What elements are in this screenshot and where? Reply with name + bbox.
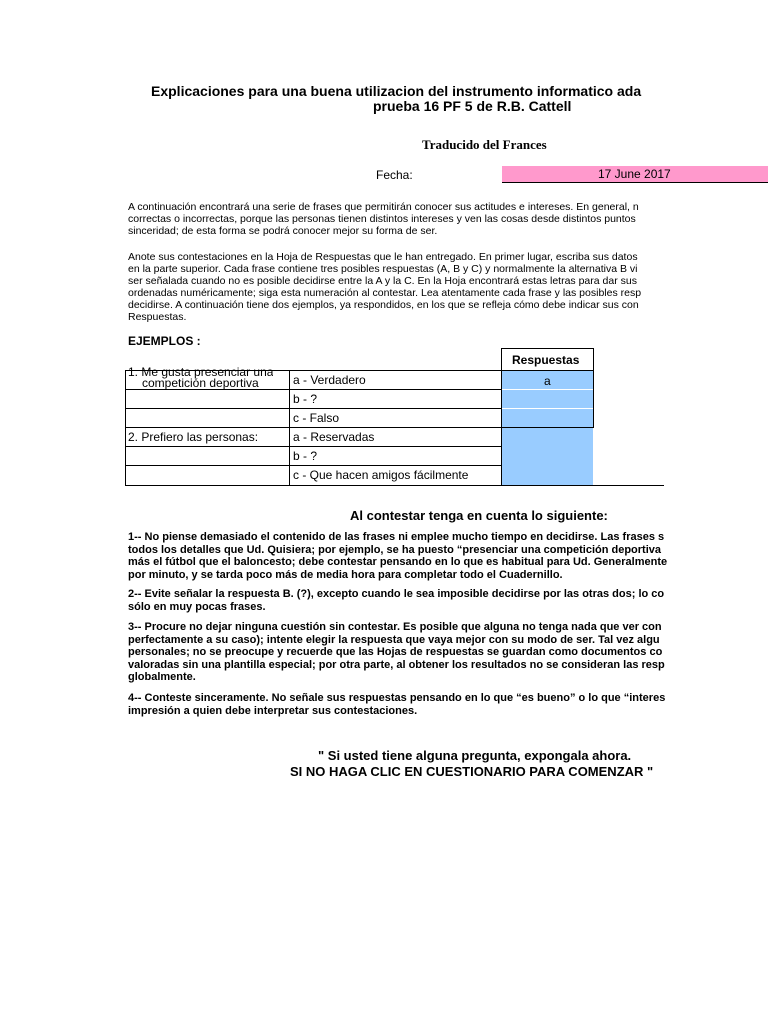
table-line (289, 370, 290, 486)
answer-cell-q1-c[interactable] (502, 409, 593, 427)
fecha-value: 17 June 2017 (598, 167, 671, 181)
text-line: impresión a quien debe interpretar sus contestaciones. (128, 704, 418, 717)
rule-4 (128, 692, 768, 717)
document-title-line-2: prueba 16 PF 5 de R.B. Cattell (373, 98, 572, 114)
text-line: globalmente. (128, 671, 196, 683)
table-line (593, 348, 594, 428)
table-line (125, 465, 502, 466)
subtitle: Traducido del Frances (422, 137, 547, 152)
answer-cell-q1-b[interactable] (502, 390, 593, 408)
question-1-line: 1. Me gusta presenciar una (128, 367, 274, 379)
text-line: decidirse. A continuación tiene dos ejemplos, ya respondidos, en los que se refleja cómo debe indicar sus con (128, 299, 639, 311)
text-line: sinceridad; de esta forma se podrá conocer mejor su forma de ser. (128, 225, 438, 237)
table-line (125, 485, 664, 486)
table-line (125, 427, 594, 428)
text-line: 2-- Evite señalar la respuesta B. (?), excepto cuando le sea imposible decidirse por las otras dos; lo co (128, 588, 665, 600)
option-label: c - Que hacen amigos fácilmente (293, 468, 469, 482)
text-line: personales; no se preocupe y recuerde que las Hojas de respuestas se guardan como documentos co (128, 646, 663, 658)
fecha-label: Fecha: (376, 168, 413, 182)
document-title-line-1: Explicaciones para una buena utilizacion del instrumento informatico ada (151, 83, 642, 99)
text-line: ser señalada cuando no es posible decidirse entre la A y la C. En la Hoja encontrará estas letras para dar sus (128, 275, 637, 287)
text-line: A continuación encontrará una serie de frases que permitirán conocer sus actitudes e intereses. En general, n (128, 201, 639, 213)
respuestas-header: Respuestas (512, 353, 580, 367)
fecha-cell[interactable] (502, 166, 768, 183)
table-line (125, 446, 502, 447)
text-line: 3-- Procure no dejar ninguna cuestión sin contestar. Es posible que alguna no tenga nada que ver con (128, 621, 662, 633)
ejemplos-label: EJEMPLOS : (128, 334, 201, 348)
question-1 (128, 367, 273, 389)
text-line: 4-- Conteste sinceramente. No señale sus respuestas pensando en lo que “es bueno” o lo que “interes (128, 692, 666, 704)
question-2: 2. Prefiero las personas: (128, 430, 259, 444)
table-line (125, 389, 502, 390)
answer-value-q1: a (544, 374, 551, 388)
option-label: a - Verdadero (293, 373, 366, 387)
footer-line-2[interactable]: SI NO HAGA CLIC EN CUESTIONARIO PARA COMENZAR " (290, 764, 654, 779)
text-line: correctas o incorrectas, porque las personas tienen distintos intereses y ven las cosas desde distintos puntos (128, 213, 636, 225)
text-line: ordenadas numéricamente; siga esta numeración al contestar. Lea atentamente cada frase y las posibles resp (128, 287, 642, 299)
footer-line-1: " Si usted tiene alguna pregunta, expongala ahora. (318, 748, 632, 763)
text-line: 1-- No piense demasiado el contenido de las frases ni emplee mucho tiempo en decidirse. Las frases s (128, 531, 665, 543)
consider-heading: Al contestar tenga en cuenta lo siguiente: (350, 508, 608, 523)
table-line (125, 408, 502, 409)
text-line: más el fútbol que el baloncesto; debe contestar pensando en lo que es habitual para Ud. Generalmente (128, 556, 668, 568)
question-1-line: competición deportiva (142, 376, 259, 389)
text-line: todos los detalles que Ud. Quisiera; por ejemplo, se ha puesto “presenciar una competición deportiva (128, 543, 662, 556)
text-line: Anote sus contestaciones en la Hoja de Respuestas que le han entregado. En primer lugar, escriba sus datos (128, 251, 638, 263)
option-label: b - ? (293, 449, 318, 463)
text-line: valoradas sin una plantilla especial; por otra parte, al obtener los resultados no se consideran las resp (128, 658, 665, 671)
table-line (125, 370, 126, 486)
option-label: a - Reservadas (293, 430, 375, 444)
text-line: perfectamente a su caso); intente elegir la respuesta que vaya mejor con su modo de ser. Tal vez algu (128, 633, 660, 646)
rule-1 (128, 531, 768, 581)
answer-cell-q2[interactable] (502, 428, 593, 485)
text-line: Respuestas. (128, 311, 187, 323)
text-line: por minuto, y se tarda poco más de media hora para completar todo el Cuadernillo. (128, 568, 563, 581)
text-line: sólo en muy pocas frases. (128, 600, 266, 613)
rule-3 (128, 621, 768, 684)
option-label: c - Falso (293, 411, 340, 425)
rule-2 (128, 588, 768, 613)
intro-paragraph-1 (128, 201, 768, 237)
intro-paragraph-2 (128, 251, 768, 323)
option-label: b - ? (293, 392, 318, 406)
table-line (501, 348, 594, 349)
text-line: en la parte superior. Cada frase contiene tres posibles respuestas (A, B y C) y normalmente la alternativa B vi (128, 263, 638, 275)
